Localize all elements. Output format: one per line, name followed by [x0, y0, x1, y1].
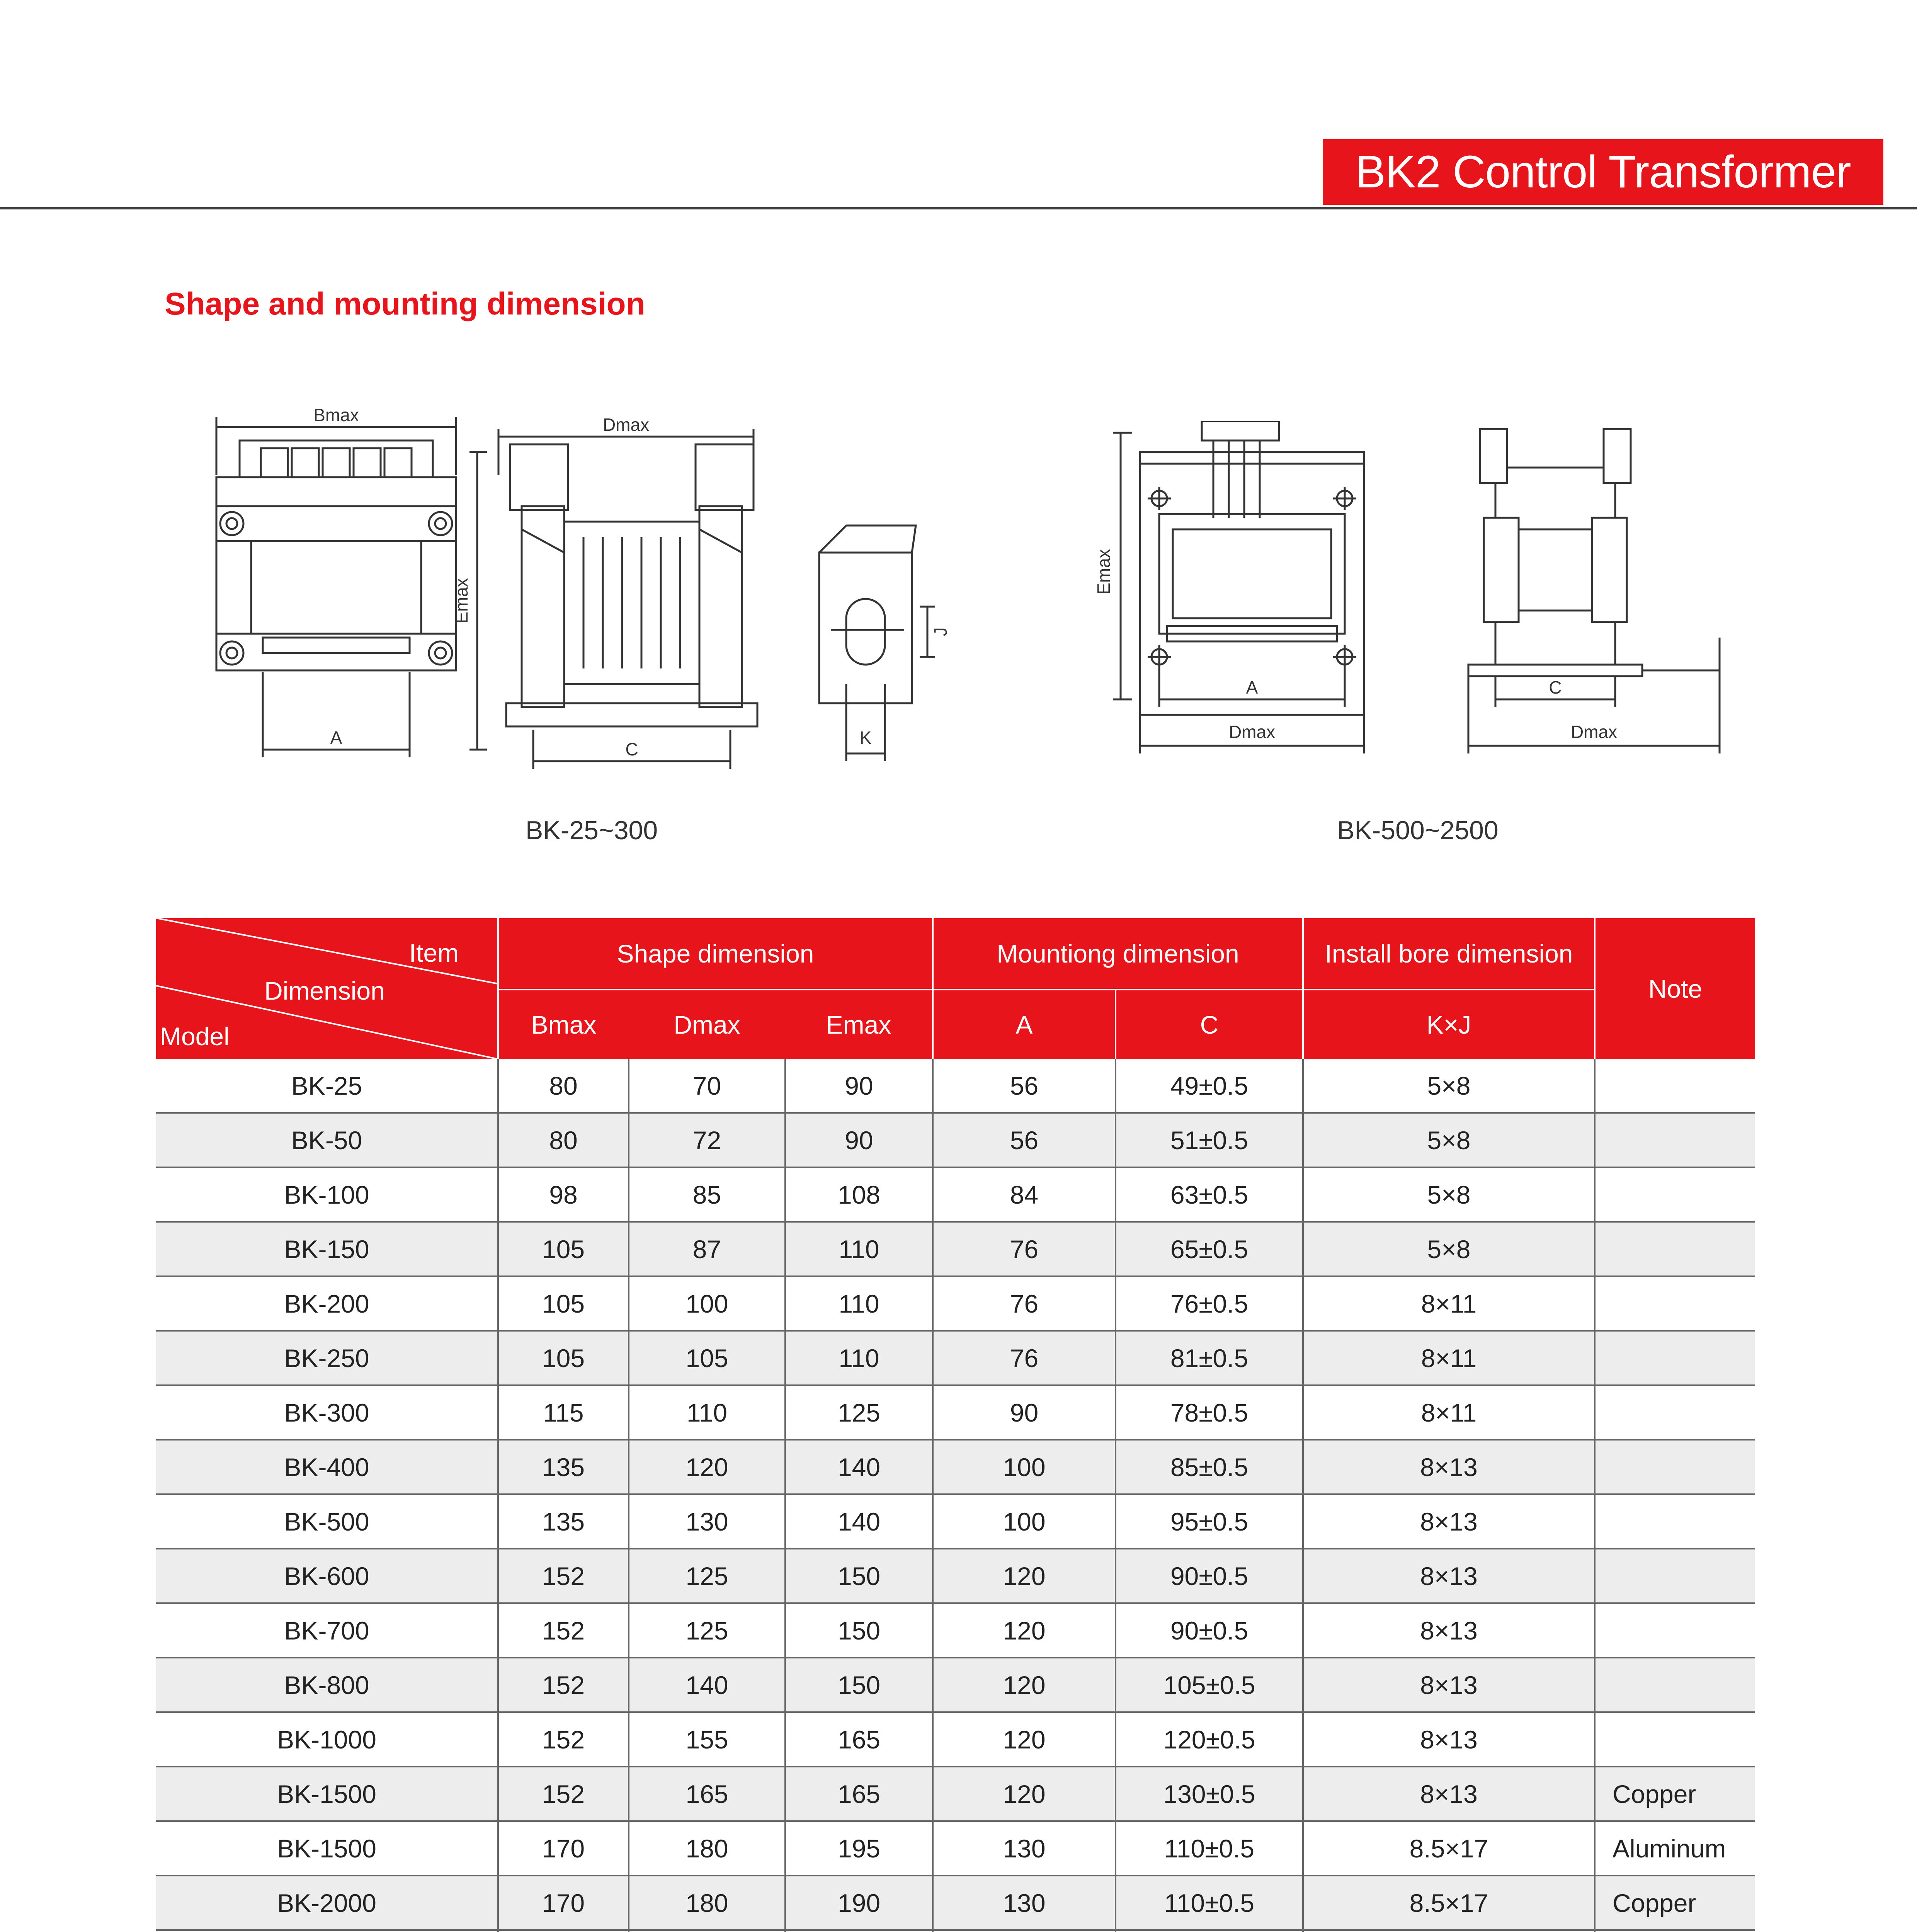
col-a: A	[933, 990, 1116, 1059]
cell-kxj: 8×11	[1303, 1331, 1595, 1385]
table-row	[156, 1385, 1755, 1440]
drawing-bk25-300	[193, 390, 1005, 769]
cell-a	[933, 1930, 1116, 1932]
cell-model: BK-1500	[156, 1821, 498, 1876]
label-emax-2: Emax	[1094, 549, 1114, 595]
cell-note	[1595, 1167, 1755, 1222]
cell-model: BK-25	[156, 1059, 498, 1113]
cell-c: 78±0.5	[1116, 1385, 1303, 1440]
cell-a: 76	[933, 1222, 1116, 1276]
cell-a: 90	[933, 1385, 1116, 1440]
spec-table	[156, 918, 1755, 1932]
cell-dmax: 87	[629, 1222, 785, 1276]
cell-emax: 150	[785, 1549, 933, 1603]
cell-bmax: 105	[498, 1331, 629, 1385]
group-note: Note	[1595, 918, 1755, 1059]
cell-kxj: 8×13	[1303, 1712, 1595, 1767]
cell-model	[156, 1930, 498, 1932]
cell-note	[1595, 1603, 1755, 1658]
cell-kxj: 8×13	[1303, 1658, 1595, 1712]
col-dmax: Dmax	[629, 990, 785, 1059]
cell-dmax: 155	[629, 1712, 785, 1767]
cell-c: 110±0.5	[1116, 1821, 1303, 1876]
table-corner-header	[156, 918, 498, 1059]
cell-c: 85±0.5	[1116, 1440, 1303, 1494]
cell-emax: 90	[785, 1113, 933, 1167]
cell-dmax	[629, 1930, 785, 1932]
cell-a: 84	[933, 1167, 1116, 1222]
header-banner	[1323, 139, 1883, 205]
cell-dmax: 105	[629, 1331, 785, 1385]
cell-emax: 190	[785, 1876, 933, 1930]
cell-note	[1595, 1930, 1755, 1932]
cell-model: BK-2000	[156, 1876, 498, 1930]
cell-a: 56	[933, 1113, 1116, 1167]
cell-note: Copper	[1595, 1876, 1755, 1930]
group-shape-dimension: Shape dimension	[498, 918, 933, 990]
cell-model: BK-500	[156, 1494, 498, 1549]
cell-bmax: 135	[498, 1494, 629, 1549]
cell-a: 120	[933, 1603, 1116, 1658]
cell-model: BK-400	[156, 1440, 498, 1494]
col-c: C	[1116, 990, 1303, 1059]
table-row	[156, 1167, 1755, 1222]
cell-bmax: 105	[498, 1276, 629, 1331]
cell-model: BK-250	[156, 1331, 498, 1385]
cell-kxj: 8×11	[1303, 1276, 1595, 1331]
cell-kxj: 8.5×17	[1303, 1821, 1595, 1876]
cell-emax: 108	[785, 1167, 933, 1222]
label-dmax-side: Dmax	[1570, 722, 1618, 742]
table-row	[156, 1549, 1755, 1603]
table-row	[156, 1331, 1755, 1385]
section-title: Shape and mounting dimension	[165, 286, 645, 321]
col-bmax: Bmax	[498, 990, 629, 1059]
label-emax-1: Emax	[451, 578, 471, 624]
cell-a: 120	[933, 1549, 1116, 1603]
cell-model: BK-150	[156, 1222, 498, 1276]
cell-emax: 140	[785, 1440, 933, 1494]
cell-emax: 140	[785, 1494, 933, 1549]
cell-note	[1595, 1331, 1755, 1385]
cell-note	[1595, 1494, 1755, 1549]
label-c-2: C	[1549, 677, 1562, 697]
cell-kxj: 8×11	[1303, 1385, 1595, 1440]
cell-note	[1595, 1440, 1755, 1494]
cell-a: 120	[933, 1658, 1116, 1712]
label-a-2: A	[1246, 677, 1258, 697]
cell-dmax: 70	[629, 1059, 785, 1113]
cell-model: BK-700	[156, 1603, 498, 1658]
cell-dmax: 125	[629, 1549, 785, 1603]
cell-note	[1595, 1113, 1755, 1167]
cell-a: 100	[933, 1440, 1116, 1494]
cell-c: 81±0.5	[1116, 1331, 1303, 1385]
cell-a: 100	[933, 1494, 1116, 1549]
cell-a: 76	[933, 1331, 1116, 1385]
cell-note	[1595, 1712, 1755, 1767]
cell-bmax: 80	[498, 1113, 629, 1167]
cell-kxj: 5×8	[1303, 1222, 1595, 1276]
table-row	[156, 1767, 1755, 1821]
cell-model: BK-600	[156, 1549, 498, 1603]
label-dmax-1: Dmax	[602, 415, 650, 435]
cell-c: 65±0.5	[1116, 1222, 1303, 1276]
cell-c: 90±0.5	[1116, 1549, 1303, 1603]
cell-kxj: 8×13	[1303, 1549, 1595, 1603]
cell-note: Copper	[1595, 1767, 1755, 1821]
cell-emax: 165	[785, 1767, 933, 1821]
cell-kxj: 8×13	[1303, 1494, 1595, 1549]
cell-c: 76±0.5	[1116, 1276, 1303, 1331]
cell-dmax: 125	[629, 1603, 785, 1658]
cell-kxj: 8.5×17	[1303, 1876, 1595, 1930]
cell-bmax: 80	[498, 1059, 629, 1113]
group-install-bore-dimension: Install bore dimension	[1303, 918, 1595, 990]
cell-model: BK-200	[156, 1276, 498, 1331]
cell-emax: 110	[785, 1276, 933, 1331]
cell-dmax: 110	[629, 1385, 785, 1440]
cell-bmax: 152	[498, 1603, 629, 1658]
cell-dmax: 100	[629, 1276, 785, 1331]
cell-a: 120	[933, 1712, 1116, 1767]
cell-bmax: 98	[498, 1167, 629, 1222]
table-row	[156, 1494, 1755, 1549]
table-row	[156, 1222, 1755, 1276]
cell-note	[1595, 1059, 1755, 1113]
cell-dmax: 180	[629, 1876, 785, 1930]
cell-a: 76	[933, 1276, 1116, 1331]
cell-bmax: 170	[498, 1876, 629, 1930]
cell-emax: 125	[785, 1385, 933, 1440]
cell-bmax	[498, 1930, 629, 1932]
cell-note	[1595, 1549, 1755, 1603]
label-c-1: C	[625, 739, 638, 759]
label-a-1: A	[330, 728, 342, 748]
cell-bmax: 152	[498, 1549, 629, 1603]
cell-bmax: 152	[498, 1712, 629, 1767]
cell-bmax: 152	[498, 1658, 629, 1712]
cell-emax: 90	[785, 1059, 933, 1113]
cell-bmax: 152	[498, 1767, 629, 1821]
cell-note: Aluminum	[1595, 1821, 1755, 1876]
col-kxj: K×J	[1303, 990, 1595, 1059]
cell-c: 63±0.5	[1116, 1167, 1303, 1222]
cell-c: 130±0.5	[1116, 1767, 1303, 1821]
cell-model: BK-300	[156, 1385, 498, 1440]
table-row	[156, 1821, 1755, 1876]
cell-c	[1116, 1930, 1303, 1932]
table-row	[156, 1603, 1755, 1658]
table-row	[156, 1658, 1755, 1712]
cell-dmax: 165	[629, 1767, 785, 1821]
cell-kxj: 5×8	[1303, 1113, 1595, 1167]
label-j: J	[930, 627, 951, 636]
cell-model: BK-100	[156, 1167, 498, 1222]
cell-c: 90±0.5	[1116, 1603, 1303, 1658]
cell-dmax: 85	[629, 1167, 785, 1222]
cell-kxj: 8×13	[1303, 1767, 1595, 1821]
cell-dmax: 120	[629, 1440, 785, 1494]
cell-note	[1595, 1276, 1755, 1331]
cell-note	[1595, 1658, 1755, 1712]
cell-c: 110±0.5	[1116, 1876, 1303, 1930]
cell-dmax: 180	[629, 1821, 785, 1876]
cell-dmax: 140	[629, 1658, 785, 1712]
cell-emax: 165	[785, 1712, 933, 1767]
caption-bk25-300: BK-25~300	[526, 816, 658, 845]
cell-emax: 195	[785, 1821, 933, 1876]
label-k: K	[859, 728, 872, 748]
cell-kxj: 8×13	[1303, 1440, 1595, 1494]
cell-kxj: 5×8	[1303, 1059, 1595, 1113]
cell-emax: 110	[785, 1331, 933, 1385]
cell-note	[1595, 1222, 1755, 1276]
cell-note	[1595, 1385, 1755, 1440]
cell-bmax: 135	[498, 1440, 629, 1494]
cell-bmax: 170	[498, 1821, 629, 1876]
group-mounting-dimension: Mountiong dimension	[933, 918, 1303, 990]
cell-emax: 150	[785, 1603, 933, 1658]
table-row	[156, 1113, 1755, 1167]
table-row	[156, 1930, 1755, 1932]
cell-emax: 110	[785, 1222, 933, 1276]
cell-c: 95±0.5	[1116, 1494, 1303, 1549]
cell-kxj	[1303, 1930, 1595, 1932]
cell-kxj: 5×8	[1303, 1167, 1595, 1222]
table-row	[156, 1876, 1755, 1930]
table-row	[156, 1276, 1755, 1331]
cell-kxj: 8×13	[1303, 1603, 1595, 1658]
cell-c: 49±0.5	[1116, 1059, 1303, 1113]
cell-c: 120±0.5	[1116, 1712, 1303, 1767]
cell-c: 51±0.5	[1116, 1113, 1303, 1167]
cell-bmax: 105	[498, 1222, 629, 1276]
cell-model: BK-800	[156, 1658, 498, 1712]
table-row	[156, 1440, 1755, 1494]
cell-a: 56	[933, 1059, 1116, 1113]
cell-a: 120	[933, 1767, 1116, 1821]
label-bmax: Bmax	[313, 405, 359, 425]
spec-table-body	[156, 1059, 1755, 1932]
cell-dmax: 130	[629, 1494, 785, 1549]
cell-model: BK-1500	[156, 1767, 498, 1821]
corner-item-label: Item	[409, 939, 459, 967]
cell-model: BK-1000	[156, 1712, 498, 1767]
cell-dmax: 72	[629, 1113, 785, 1167]
cell-c: 105±0.5	[1116, 1658, 1303, 1712]
header-title: BK2 Control Transformer	[1355, 146, 1851, 197]
cell-bmax: 115	[498, 1385, 629, 1440]
cell-emax: 150	[785, 1658, 933, 1712]
header-rule	[0, 207, 1917, 209]
cell-a: 130	[933, 1821, 1116, 1876]
corner-dimension-label: Dimension	[264, 976, 385, 1005]
corner-model-label: Model	[160, 1022, 230, 1051]
cell-emax	[785, 1930, 933, 1932]
drawing-bk500-2500	[1090, 421, 1747, 761]
cell-a: 130	[933, 1876, 1116, 1930]
table-row	[156, 1712, 1755, 1767]
label-dmax-front: Dmax	[1228, 722, 1276, 742]
col-emax: Emax	[785, 990, 933, 1059]
table-row	[156, 1059, 1755, 1113]
cell-model: BK-50	[156, 1113, 498, 1167]
caption-bk500-2500: BK-500~2500	[1337, 816, 1499, 845]
